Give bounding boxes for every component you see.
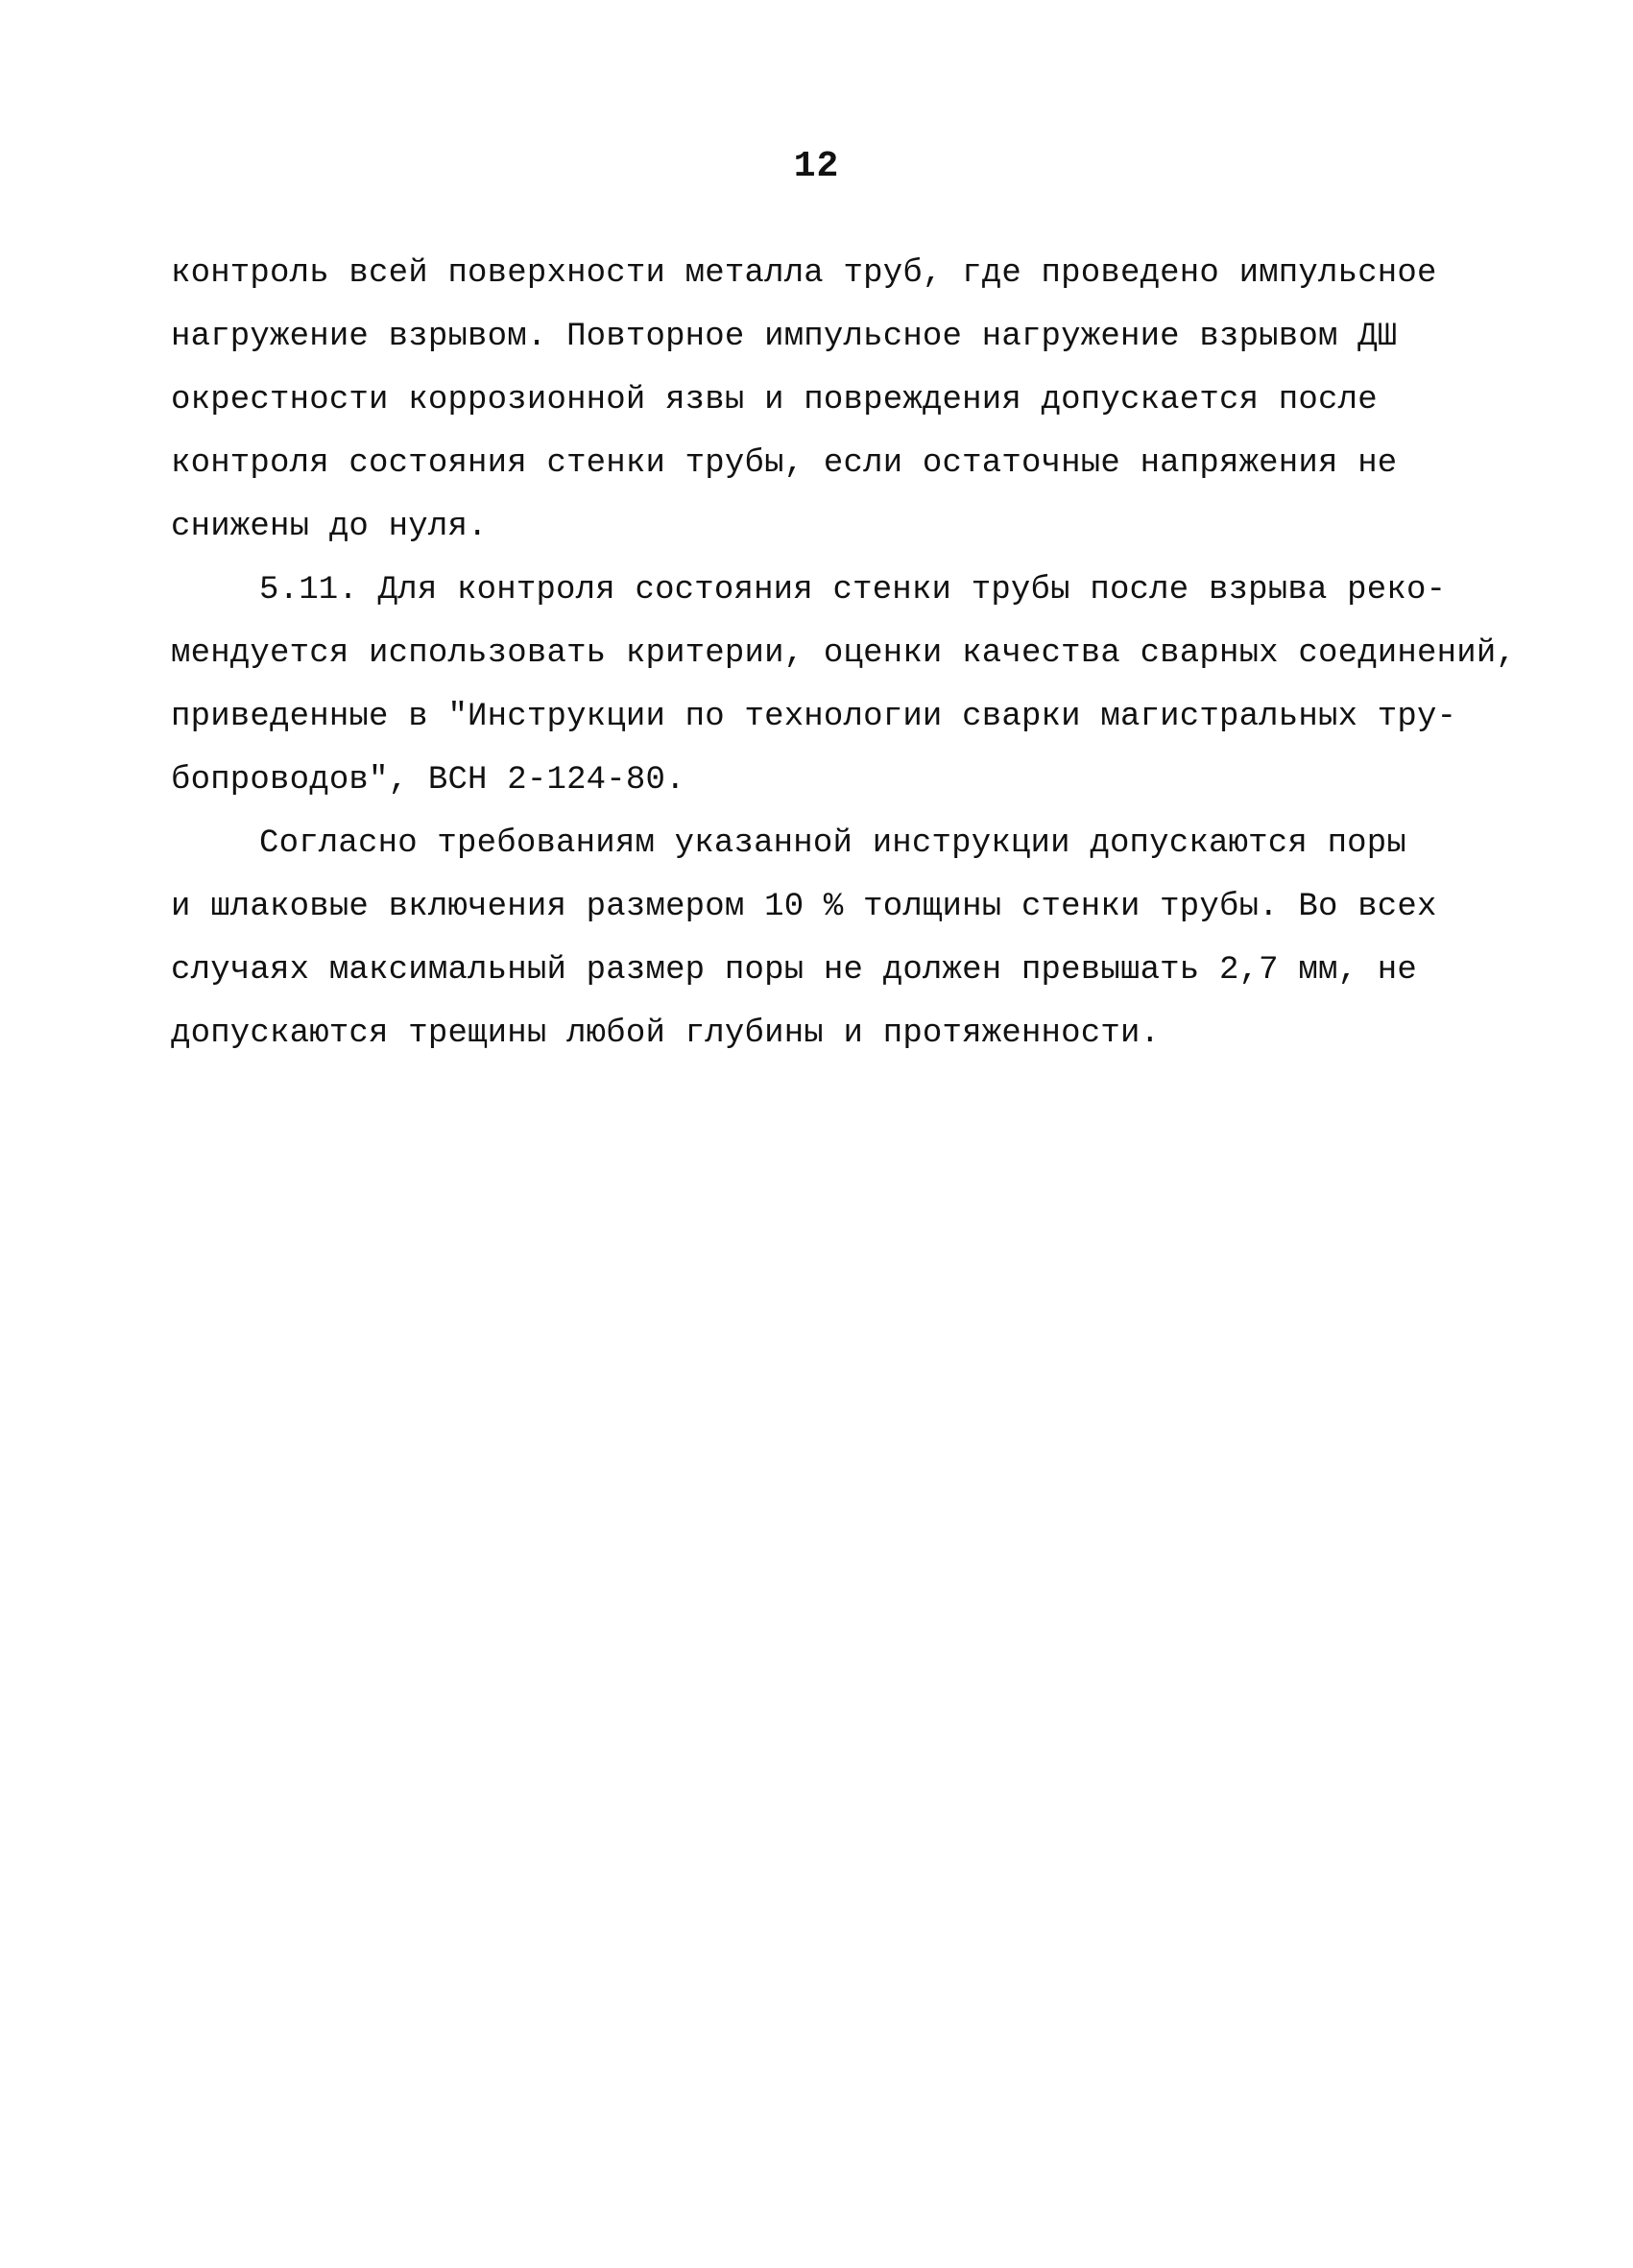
text-line: нагружение взрывом. Повторное импульсное нагружение взрывом ДШ <box>171 319 1398 355</box>
text-line: допускаются трещины любой глубины и протяженности. <box>171 1015 1161 1052</box>
page-number: 12 <box>793 146 840 187</box>
text-line: снижены до нуля. <box>171 509 488 545</box>
text-line: окрестности коррозионной язвы и повреждения допускается после <box>171 382 1378 418</box>
text-line: бопроводов", ВСН 2-124-80. <box>171 762 685 799</box>
text-line: приведенные в "Инструкции по технологии сварки магистральных тру- <box>171 699 1457 735</box>
body-text <box>171 242 1517 1065</box>
text-line: мендуется использовать критерии, оценки качества сварных соединений, <box>171 635 1517 672</box>
text-line: 5.11. Для контроля состояния стенки трубы после взрыва реко- <box>259 572 1447 609</box>
text-line: контроль всей поверхности металла труб, где проведено импульсное <box>171 255 1437 292</box>
text-line: и шлаковые включения размером 10 % толщины стенки трубы. Во всех <box>171 889 1437 925</box>
text-line: случаях максимальный размер поры не должен превышать 2,7 мм, не <box>171 952 1418 989</box>
text-line: контроля состояния стенки трубы, если остаточные напряжения не <box>171 445 1398 482</box>
text-line: Согласно требованиям указанной инструкции допускаются поры <box>259 825 1406 862</box>
